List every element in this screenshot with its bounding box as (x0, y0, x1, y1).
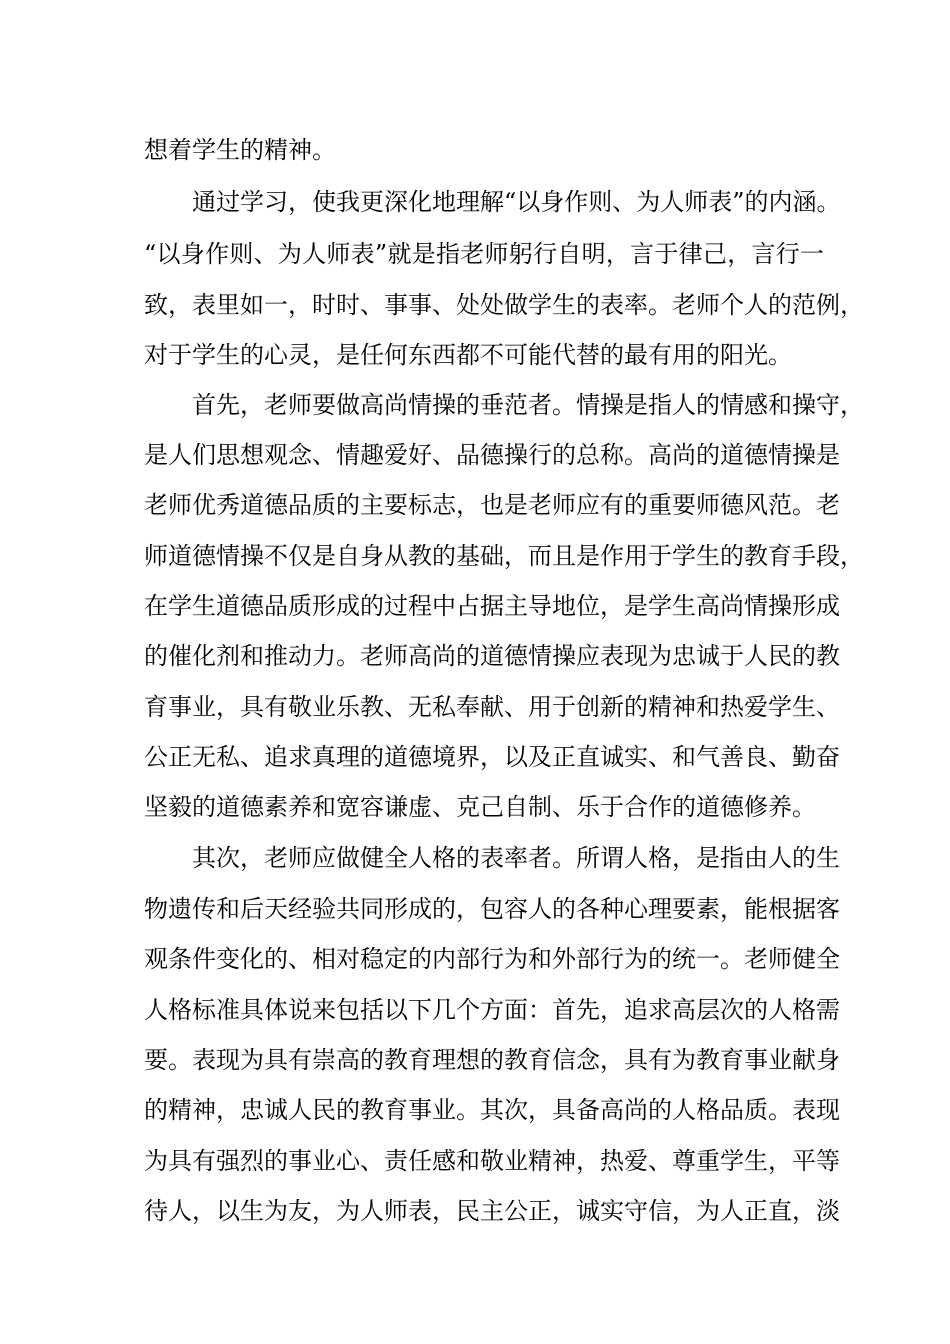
text-line: 要。表现为具有崇高的教育理想的教育信念，具有为教育事业献身 (144, 1046, 840, 1074)
text-line: 通过学习，使我更深化地理解“以身作则、为人师表”的内涵。 (192, 188, 841, 216)
text-line: “以身作则、为人师表”就是指老师躬行自明，言于律己，言行一 (144, 240, 824, 268)
text-line: 观条件变化的、相对稳定的内部行为和外部行为的统一。老师健全 (144, 945, 840, 973)
text-line: 人格标准具体说来包括以下几个方面：首先，追求高层次的人格需 (144, 996, 840, 1024)
text-line: 公正无私、追求真理的道德境界，以及正直诚实、和气善良、勤奋 (144, 743, 840, 771)
text-line: 想着学生的精神。 (144, 136, 336, 164)
text-line: 坚毅的道德素养和宽容谦虚、克己自制、乐于合作的道德修养。 (144, 793, 816, 821)
text-line: 物遗传和后天经验共同形成的，包容人的各种心理要素，能根据客 (144, 895, 840, 923)
text-line: 对于学生的心灵，是任何东西都不可能代替的最有用的阳光。 (144, 341, 792, 369)
text-line: 的精神，忠诚人民的教育事业。其次，具备高尚的人格品质。表现 (144, 1096, 840, 1124)
text-line: 待人，以生为友，为人师表，民主公正，诚实守信，为人正直，淡 (144, 1197, 840, 1225)
text-line: 是人们思想观念、情趣爱好、品德操行的总称。高尚的道德情操是 (144, 441, 840, 469)
text-line: 为具有强烈的事业心、责任感和敬业精神，热爱、尊重学生，平等 (144, 1147, 840, 1175)
text-line: 致，表里如一，时时、事事、处处做学生的表率。老师个人的范例， (144, 291, 864, 319)
text-line: 其次，老师应做健全人格的表率者。所谓人格，是指由人的生 (192, 844, 840, 872)
text-line: 的催化剂和推动力。老师高尚的道德情操应表现为忠诚于人民的教 (144, 642, 840, 670)
text-line: 育事业，具有敬业乐教、无私奉献、用于创新的精神和热爱学生、 (144, 693, 840, 721)
text-line: 首先，老师要做高尚情操的垂范者。情操是指人的情感和操守， (192, 391, 864, 419)
text-line: 师道德情操不仅是自身从教的基础，而且是作用于学生的教育手段， (144, 542, 864, 570)
text-line: 在学生道德品质形成的过程中占据主导地位，是学生高尚情操形成 (144, 592, 840, 620)
text-line: 老师优秀道德品质的主要标志，也是老师应有的重要师德风范。老 (144, 491, 840, 519)
